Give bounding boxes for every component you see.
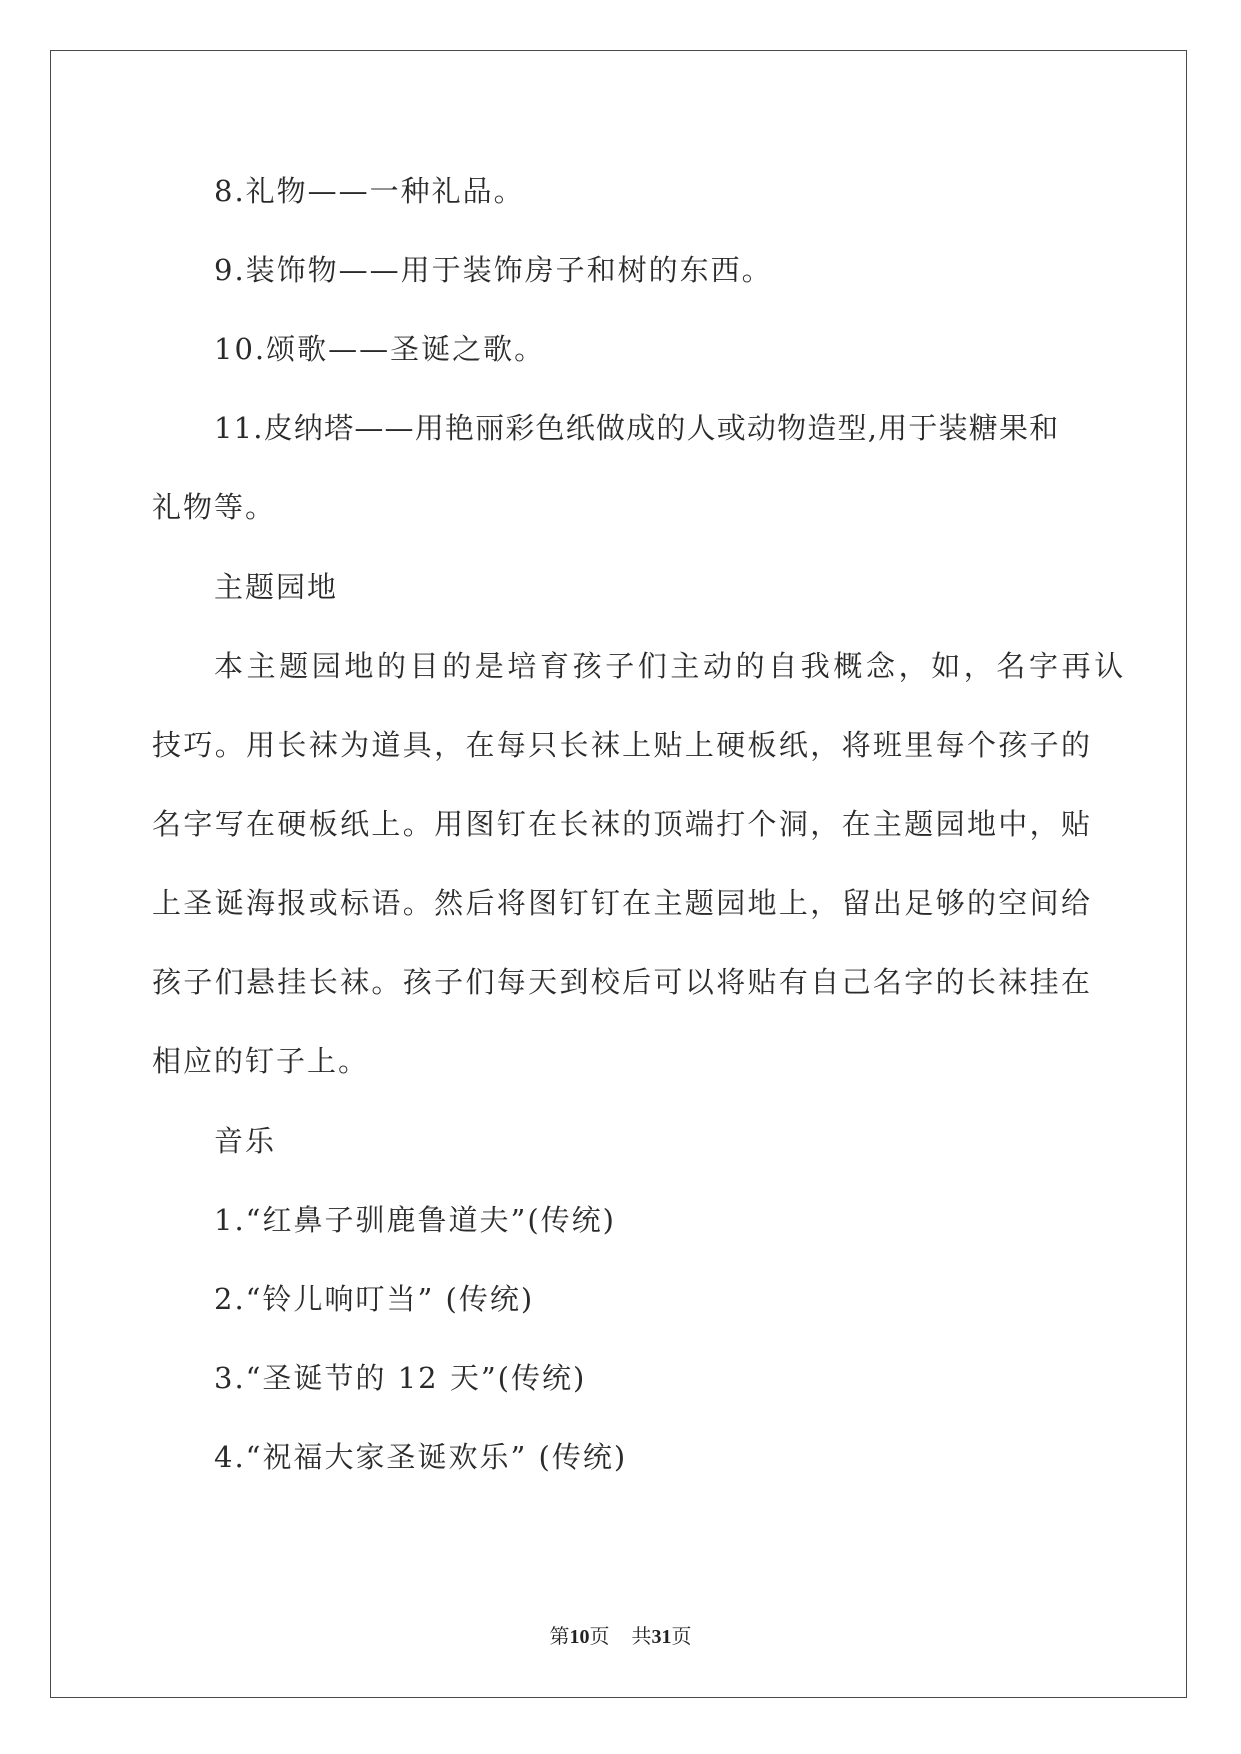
song-item: 4.“祝福大家圣诞欢乐” (传统) — [214, 1440, 628, 1474]
footer-page-total: 31 — [651, 1626, 672, 1648]
list-item-carol: 10.颂歌——圣诞之歌。 — [214, 332, 546, 366]
footer-total-prefix: 共 — [631, 1624, 652, 1648]
page-footer — [0, 1624, 1241, 1649]
section-heading-theme-corner: 主题园地 — [214, 570, 339, 604]
paragraph-line: 上圣诞海报或标语。然后将图钉钉在主题园地上，留出足够的空间给 — [152, 886, 1090, 920]
paragraph-line: 相应的钉子上。 — [152, 1044, 370, 1078]
paragraph-line: 技巧。用长袜为道具，在每只长袜上贴上硬板纸，将班里每个孩子的 — [152, 728, 1090, 762]
list-item-pinata-cont: 礼物等。 — [152, 490, 277, 524]
paragraph-line: 本主题园地的目的是培育孩子们主动的自我概念，如，名字再认 — [214, 649, 1127, 683]
footer-page-current: 10 — [569, 1626, 590, 1648]
song-item: 1.“红鼻子驯鹿鲁道夫”(传统) — [214, 1203, 616, 1237]
list-item-pinata: 11.皮纳塔——用艳丽彩色纸做成的人或动物造型,用于装糖果和 — [214, 411, 1060, 445]
footer-total-suffix: 页 — [671, 1624, 692, 1648]
paragraph-line: 名字写在硬板纸上。用图钉在长袜的顶端打个洞，在主题园地中，贴 — [152, 807, 1090, 841]
list-item-gift: 8.礼物——一种礼品。 — [214, 174, 525, 208]
song-item: 2.“铃儿响叮当” (传统) — [214, 1282, 535, 1316]
song-item: 3.“圣诞节的 12 天”(传统) — [214, 1361, 587, 1395]
footer-page-prefix: 第 — [549, 1624, 570, 1648]
section-heading-music: 音乐 — [214, 1124, 277, 1158]
paragraph-line: 孩子们悬挂长袜。孩子们每天到校后可以将贴有自己名字的长袜挂在 — [152, 965, 1090, 999]
list-item-ornament: 9.装饰物——用于装饰房子和树的东西。 — [214, 253, 773, 287]
footer-page-mid: 页 — [589, 1624, 610, 1648]
